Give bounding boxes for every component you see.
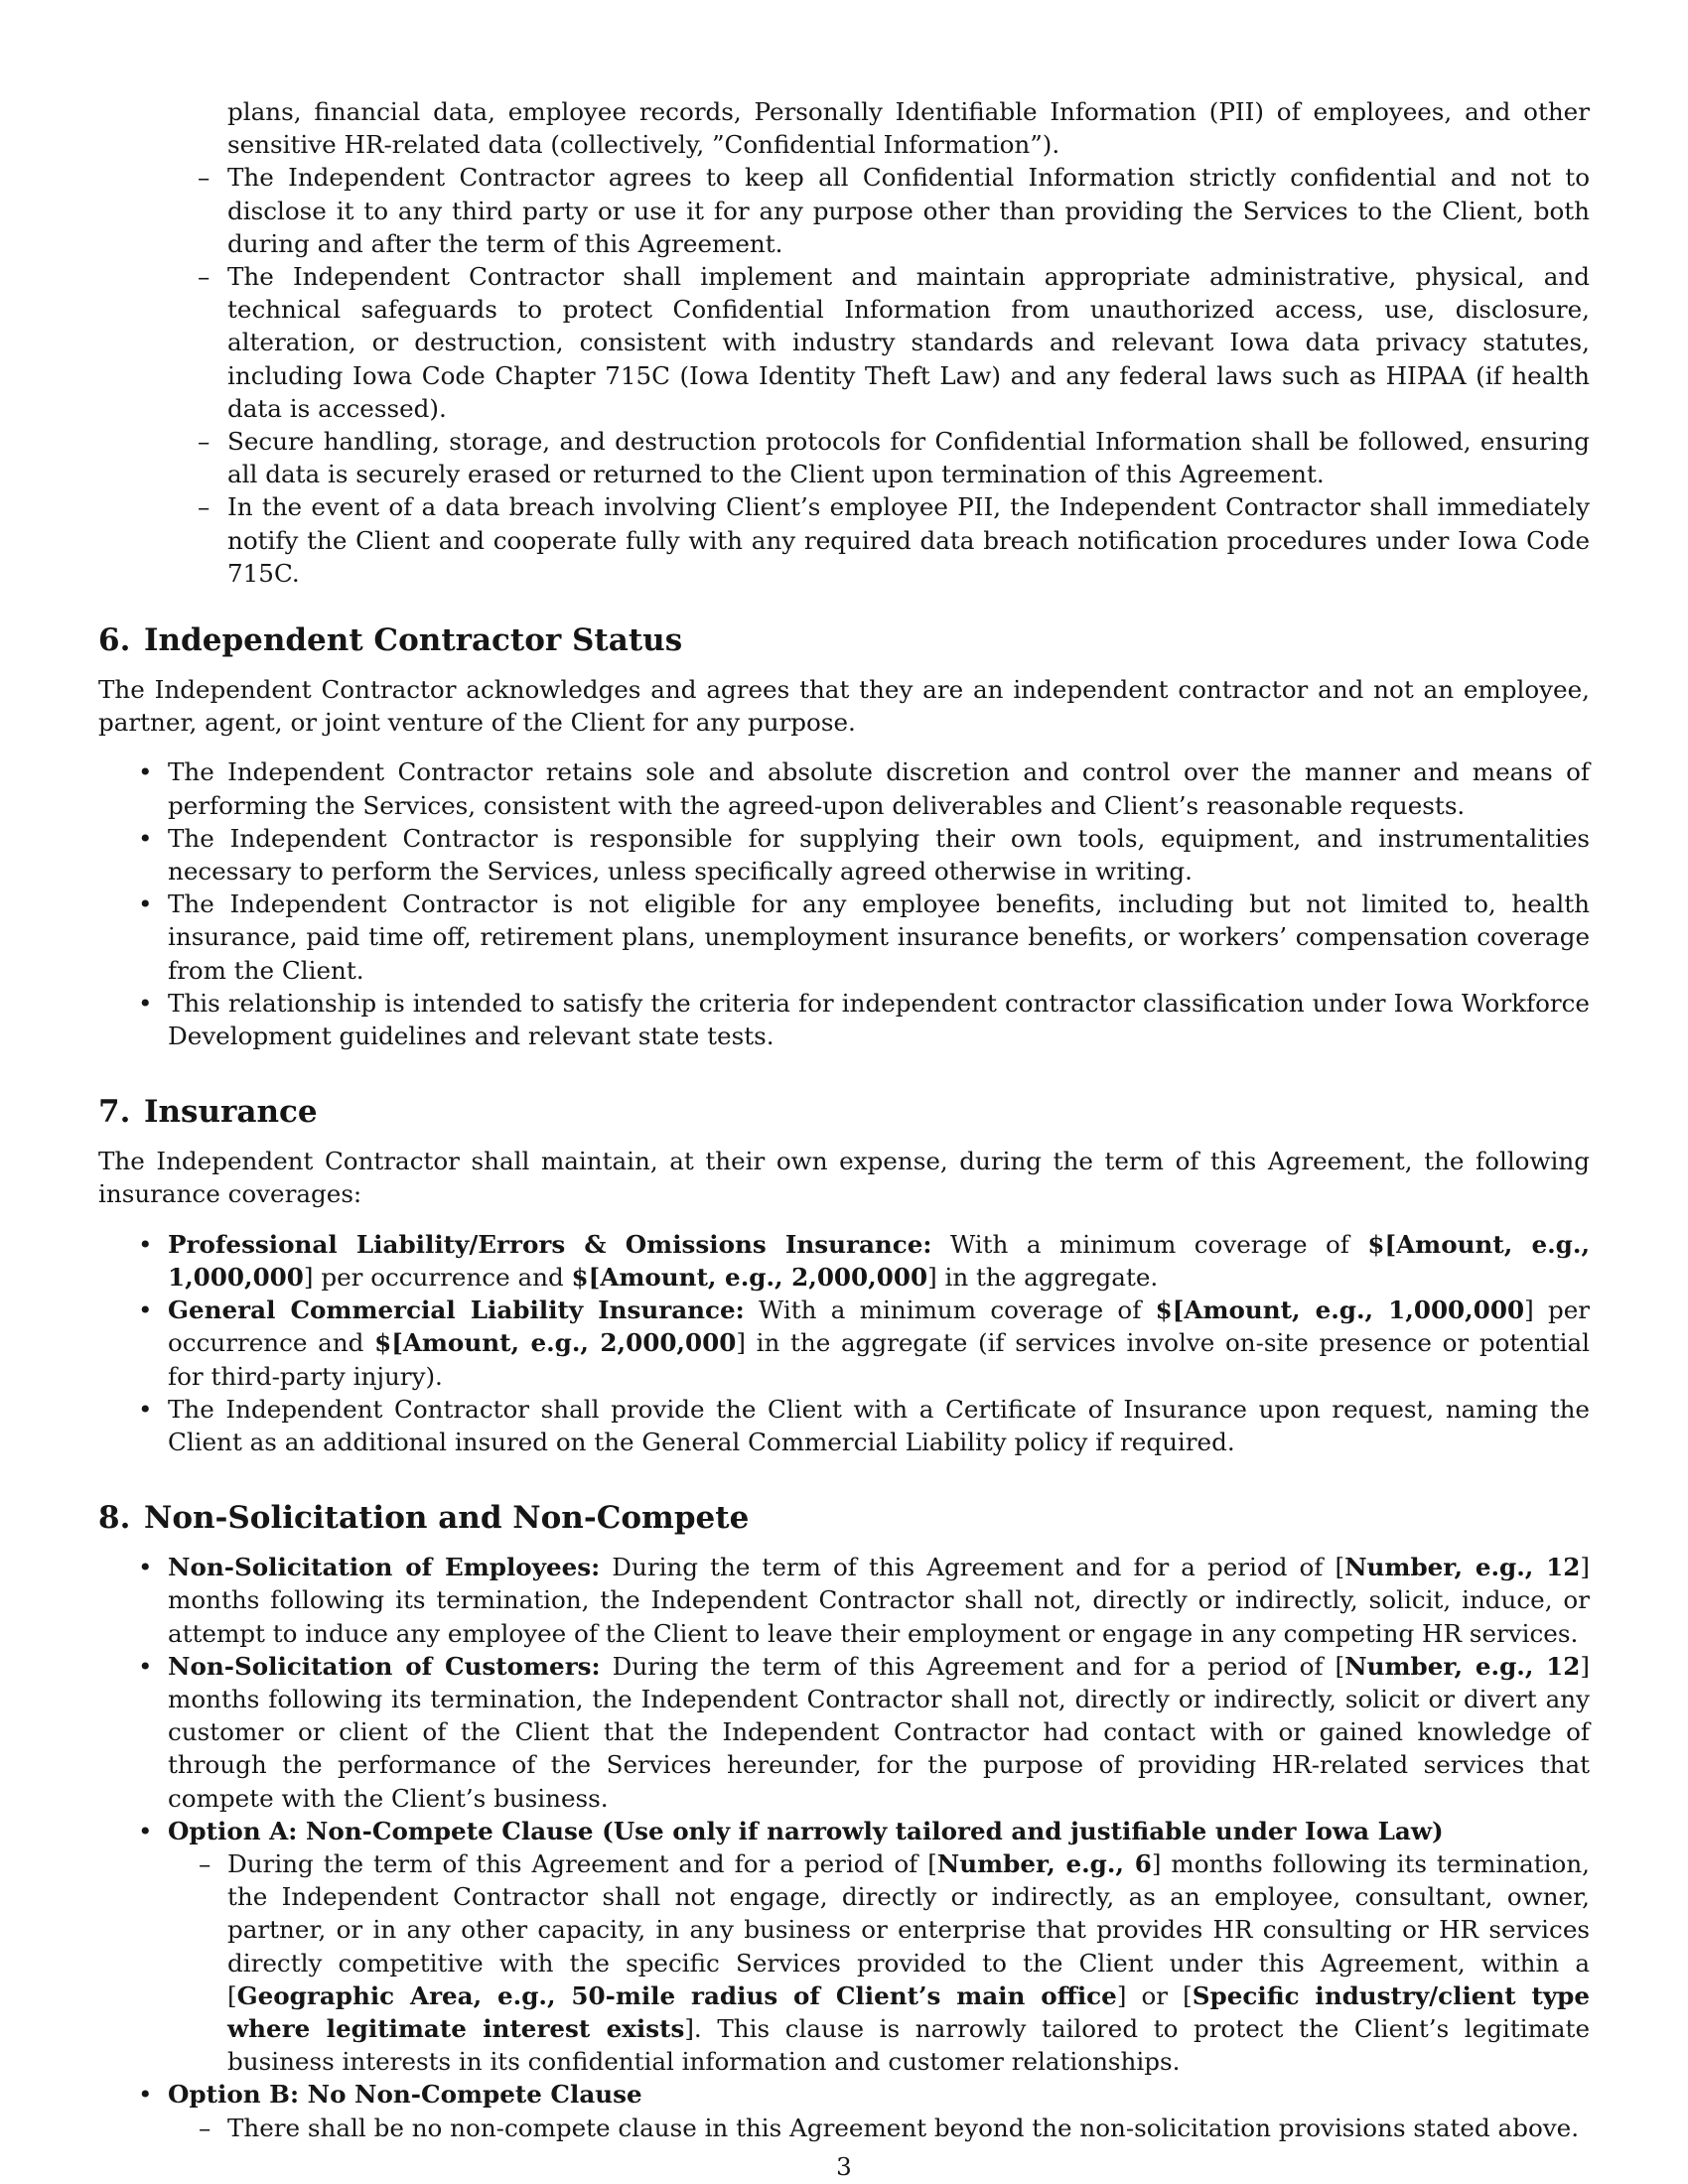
list-item: – In the event of a data breach involving Client’s employee PII, the Independent Contractor shall immediately notify the Client and cooperate fully with any required data breach notification procedures under Iowa Code 715C. — [98, 490, 1590, 590]
list-item: – Secure handling, storage, and destruction protocols for Confidential Information shall be followed, ensuring all data is securely erased or returned to the Client upon termination of this Agreement. — [98, 425, 1590, 490]
option-b-sublist — [168, 2112, 1590, 2144]
item-label: Non-Solicitation of Customers: — [168, 1651, 601, 1681]
option-b-label: Option B: No Non-Compete Clause — [168, 2080, 642, 2110]
item-label: General Commercial Liability Insurance: — [168, 1296, 745, 1325]
general-liability-item — [98, 1294, 1590, 1393]
section-8-list — [98, 1551, 1590, 2144]
geographic-placeholder: Geographic Area, e.g., 50-mile radius of Client’s main office — [236, 1980, 1117, 2010]
section-title: Independent Contractor Status — [144, 622, 683, 659]
item-text: During the term of this Agreement and for a period of [ — [600, 1651, 1345, 1681]
item-text: ]. This clause is narrowly tailored to protect the Client’s legitimate business interests in its confidential information and customer relationships. — [227, 2013, 1590, 2077]
item-text: With a minimum coverage of — [744, 1296, 1156, 1325]
list-item: • The Independent Contractor is not eligible for any employee benefits, including but not limited to, health insurance, paid time off, retirement plans, unemployment insurance benefits, or workers’ compensation coverage from the Client. — [98, 887, 1590, 987]
item-text: During the term of this Agreement and for a period of [ — [600, 1553, 1345, 1582]
item-text: ] per occurrence and — [303, 1262, 572, 1292]
list-item: – There shall be no non-compete clause in this Agreement beyond the non-solicitation provisions stated above. — [168, 2112, 1590, 2144]
number-placeholder: Number, e.g., 12 — [1344, 1553, 1581, 1582]
currency-symbol: $ — [1367, 1229, 1385, 1259]
amount-placeholder: [Amount, e.g., 1,000,000 — [1172, 1296, 1525, 1325]
amount-placeholder: [Amount, e.g., 1,000,000 — [168, 1229, 1591, 1292]
currency-symbol: $ — [571, 1262, 589, 1292]
non-solicitation-employees-item — [98, 1551, 1590, 1650]
currency-symbol: $ — [1155, 1296, 1173, 1325]
list-item: • The Independent Contractor retains sole and absolute discretion and control over the manner and means of performing the Services, consistent with the agreed-upon deliverables and Client’s reasonable requests. — [98, 755, 1590, 821]
currency-symbol: $ — [374, 1328, 392, 1358]
section-7-intro: The Independent Contractor shall maintain, at their own expense, during the term of this Agreement, the following insurance coverages: — [98, 1147, 1590, 1209]
section-6-intro: The Independent Contractor acknowledges and agrees that they are an independent contractor and not an employee, partner, agent, or joint venture of the Client for any purpose. — [98, 675, 1590, 738]
option-a-sublist — [168, 1847, 1590, 2078]
professional-liability-item — [98, 1228, 1590, 1294]
list-item: • The Independent Contractor is responsible for supplying their own tools, equipment, and instrumentalities necessary to perform the Services, unless specifically agreed otherwise in writing. — [98, 822, 1590, 887]
amount-placeholder: [Amount, e.g., 2,000,000 — [391, 1328, 737, 1358]
item-text: ] in the aggregate. — [927, 1262, 1159, 1292]
item-text: ] in the aggregate (if services involve on-site presence or potential for third-party injury). — [168, 1328, 1590, 1391]
section-title: Insurance — [144, 1094, 318, 1131]
insurance-list — [98, 1228, 1590, 1458]
confidentiality-list — [98, 161, 1590, 590]
section-number: 6. — [98, 622, 131, 659]
certificate-item: • The Independent Contractor shall provide the Client with a Certificate of Insurance upon request, naming the Client as an additional insured on the General Commercial Liability policy if required. — [98, 1393, 1590, 1458]
industry-placeholder: Specific industry/client type where legitimate interest exists — [227, 1980, 1591, 2043]
item-text: ] months following its termination, the Independent Contractor shall not, directly or indirectly, solicit, induce, or attempt to induce any employee of the Client to leave their employment or engage in any competing HR services. — [168, 1553, 1590, 1648]
number-placeholder: Number, e.g., 6 — [936, 1848, 1152, 1878]
section-title: Non-Solicitation and Non-Compete — [144, 1500, 750, 1537]
confidential-info-continuation: plans, financial data, employee records, Personally Identifiable Information (PII) of employees, and other sensitive HR-related data (collectively, ”Confidential Information”). — [227, 97, 1590, 160]
list-item: – The Independent Contractor agrees to keep all Confidential Information strictly confidential and not to disclose it to any third party or use it for any purpose other than providing the Services to the Client, both during and after the term of this Agreement. — [98, 161, 1590, 260]
list-item: • This relationship is intended to satisfy the criteria for independent contractor classification under Iowa Workforce Development guidelines and relevant state tests. — [98, 987, 1590, 1052]
item-text: With a minimum coverage of — [931, 1229, 1368, 1259]
item-text: During the term of this Agreement and for a period of [ — [227, 1848, 937, 1878]
option-b-item — [98, 2078, 1590, 2143]
option-a-label: Option A: Non-Compete Clause (Use only if narrowly tailored and justifiable under Iowa Law) — [168, 1816, 1444, 1845]
item-text: ] or [ — [1116, 1980, 1193, 2010]
non-solicitation-customers-item — [98, 1650, 1590, 1815]
item-label: Non-Solicitation of Employees: — [168, 1553, 601, 1582]
item-text: ] months following its termination, the Independent Contractor shall not, directly or indirectly, solicit or divert any customer or client of the Client that the Independent Contractor had contact with or gained knowledge of through the performance of the Services hereunder, for the purpose of providing HR-related services that compete with the Client’s business. — [168, 1651, 1590, 1813]
list-item: – The Independent Contractor shall implement and maintain appropriate administrative, physical, and technical safeguards to protect Confidential Information from unauthorized access, use, disclosure, alteration, or destruction, consistent with industry standards and relevant Iowa data privacy statutes, including Iowa Code Chapter 715C (Iowa Identity Theft Law) and any federal laws such as HIPAA (if health data is accessed). — [98, 260, 1590, 425]
item-text: ] per occurrence and — [168, 1296, 1591, 1358]
section-number: 8. — [98, 1500, 131, 1537]
page-number: 3 — [836, 2152, 852, 2181]
number-placeholder: Number, e.g., 12 — [1344, 1651, 1581, 1681]
option-a-item — [98, 1815, 1590, 2079]
section-number: 7. — [98, 1094, 131, 1131]
section-8-heading — [98, 1499, 1590, 1537]
list-item — [168, 1847, 1590, 2078]
item-text: ] months following its termination, the Independent Contractor shall not engage, directly or indirectly, as an employee, consultant, owner, partner, or in any other capacity, in any business or enterprise that provides HR consulting or HR services directly competitive with the specific Services provided to the Client under this Agreement, within a [ — [227, 1848, 1591, 2010]
section-7-heading — [98, 1093, 1590, 1131]
item-label: Professional Liability/Errors & Omissions Insurance: — [168, 1229, 932, 1259]
amount-placeholder: [Amount, e.g., 2,000,000 — [588, 1262, 928, 1292]
section-6-list — [98, 755, 1590, 1052]
section-6-heading — [98, 621, 1590, 659]
document-page — [98, 95, 1590, 2144]
